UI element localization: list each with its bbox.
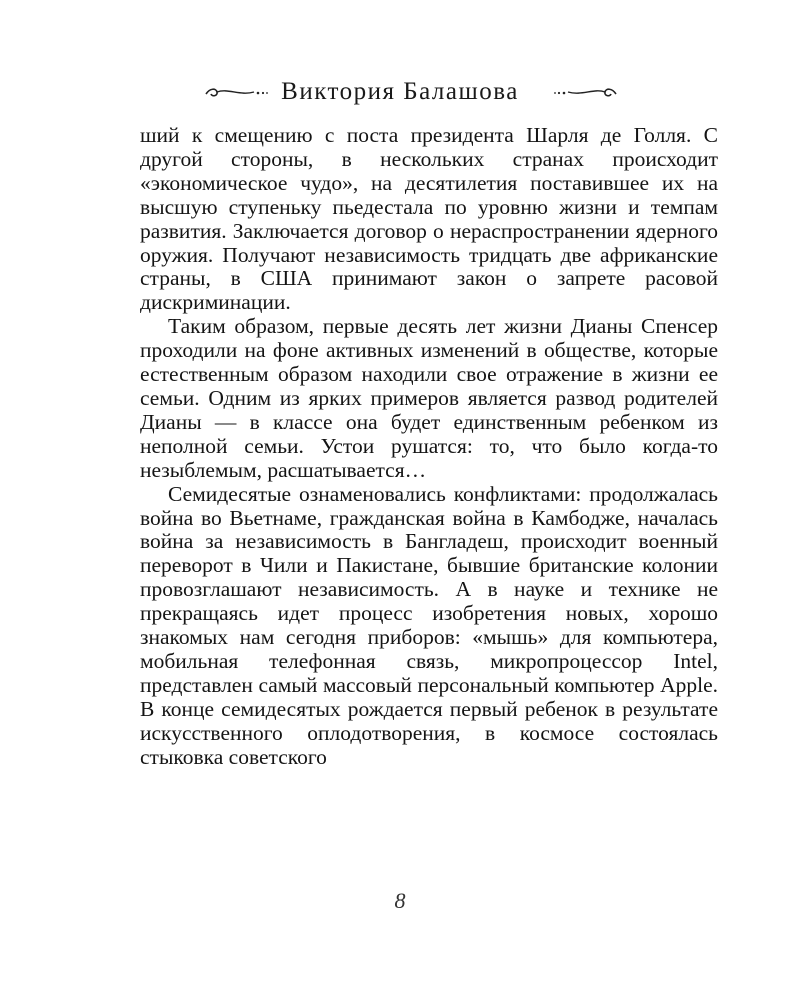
paragraph-2: Таким образом, первые десять лет жизни Дианы Спенсер проходили на фоне активных изменений в обществе, которые естественным образом находили свое отражение в жизни ее семьи. Одним из ярких примеров является развод родителей Дианы — в классе она будет единственным ребенком из неполной семьи. Устои рушатся: то, что было когда-то незыблемым, расшатывается… — [140, 314, 718, 482]
page-number: 8 — [394, 888, 406, 913]
body-text — [140, 124, 718, 769]
author-name: Виктория Балашова — [281, 78, 519, 105]
right-flourish-ornament — [552, 82, 618, 102]
paragraph-3: Семидесятые ознаменовались конфликтами: продолжалась война во Вьетнаме, гражданская война в Камбодже, началась война за независимость в Бангладеш, происходит военный переворот в Чили и Пакистане, бывшие британские колонии провозглашают независимость. А в науке и технике не прекращаясь идет процесс изобретения новых, хорошо знакомых нам сегодня приборов: «мышь» для компьютера, мобильная телефонная связь, микропроцессор Intel, представлен самый массовый персональный компьютер Apple. В конце семидесятых рождается первый ребенок в результате искусственного оплодотворения, в космосе состоялась стыковка советского — [140, 481, 718, 769]
paragraph-1: ший к смещению с поста президента Шарля де Голля. С другой стороны, в нескольких странах происходит «экономическое чудо», на десятилетия поставившее их на высшую ступеньку пьедестала по уровню жизни и темпам развития. Заключается договор о нераспространении ядерного оружия. Получают независимость тридцать две африканские страны, в США принимают закон о запрете расовой дискриминации. — [140, 123, 718, 315]
running-header — [0, 72, 800, 112]
